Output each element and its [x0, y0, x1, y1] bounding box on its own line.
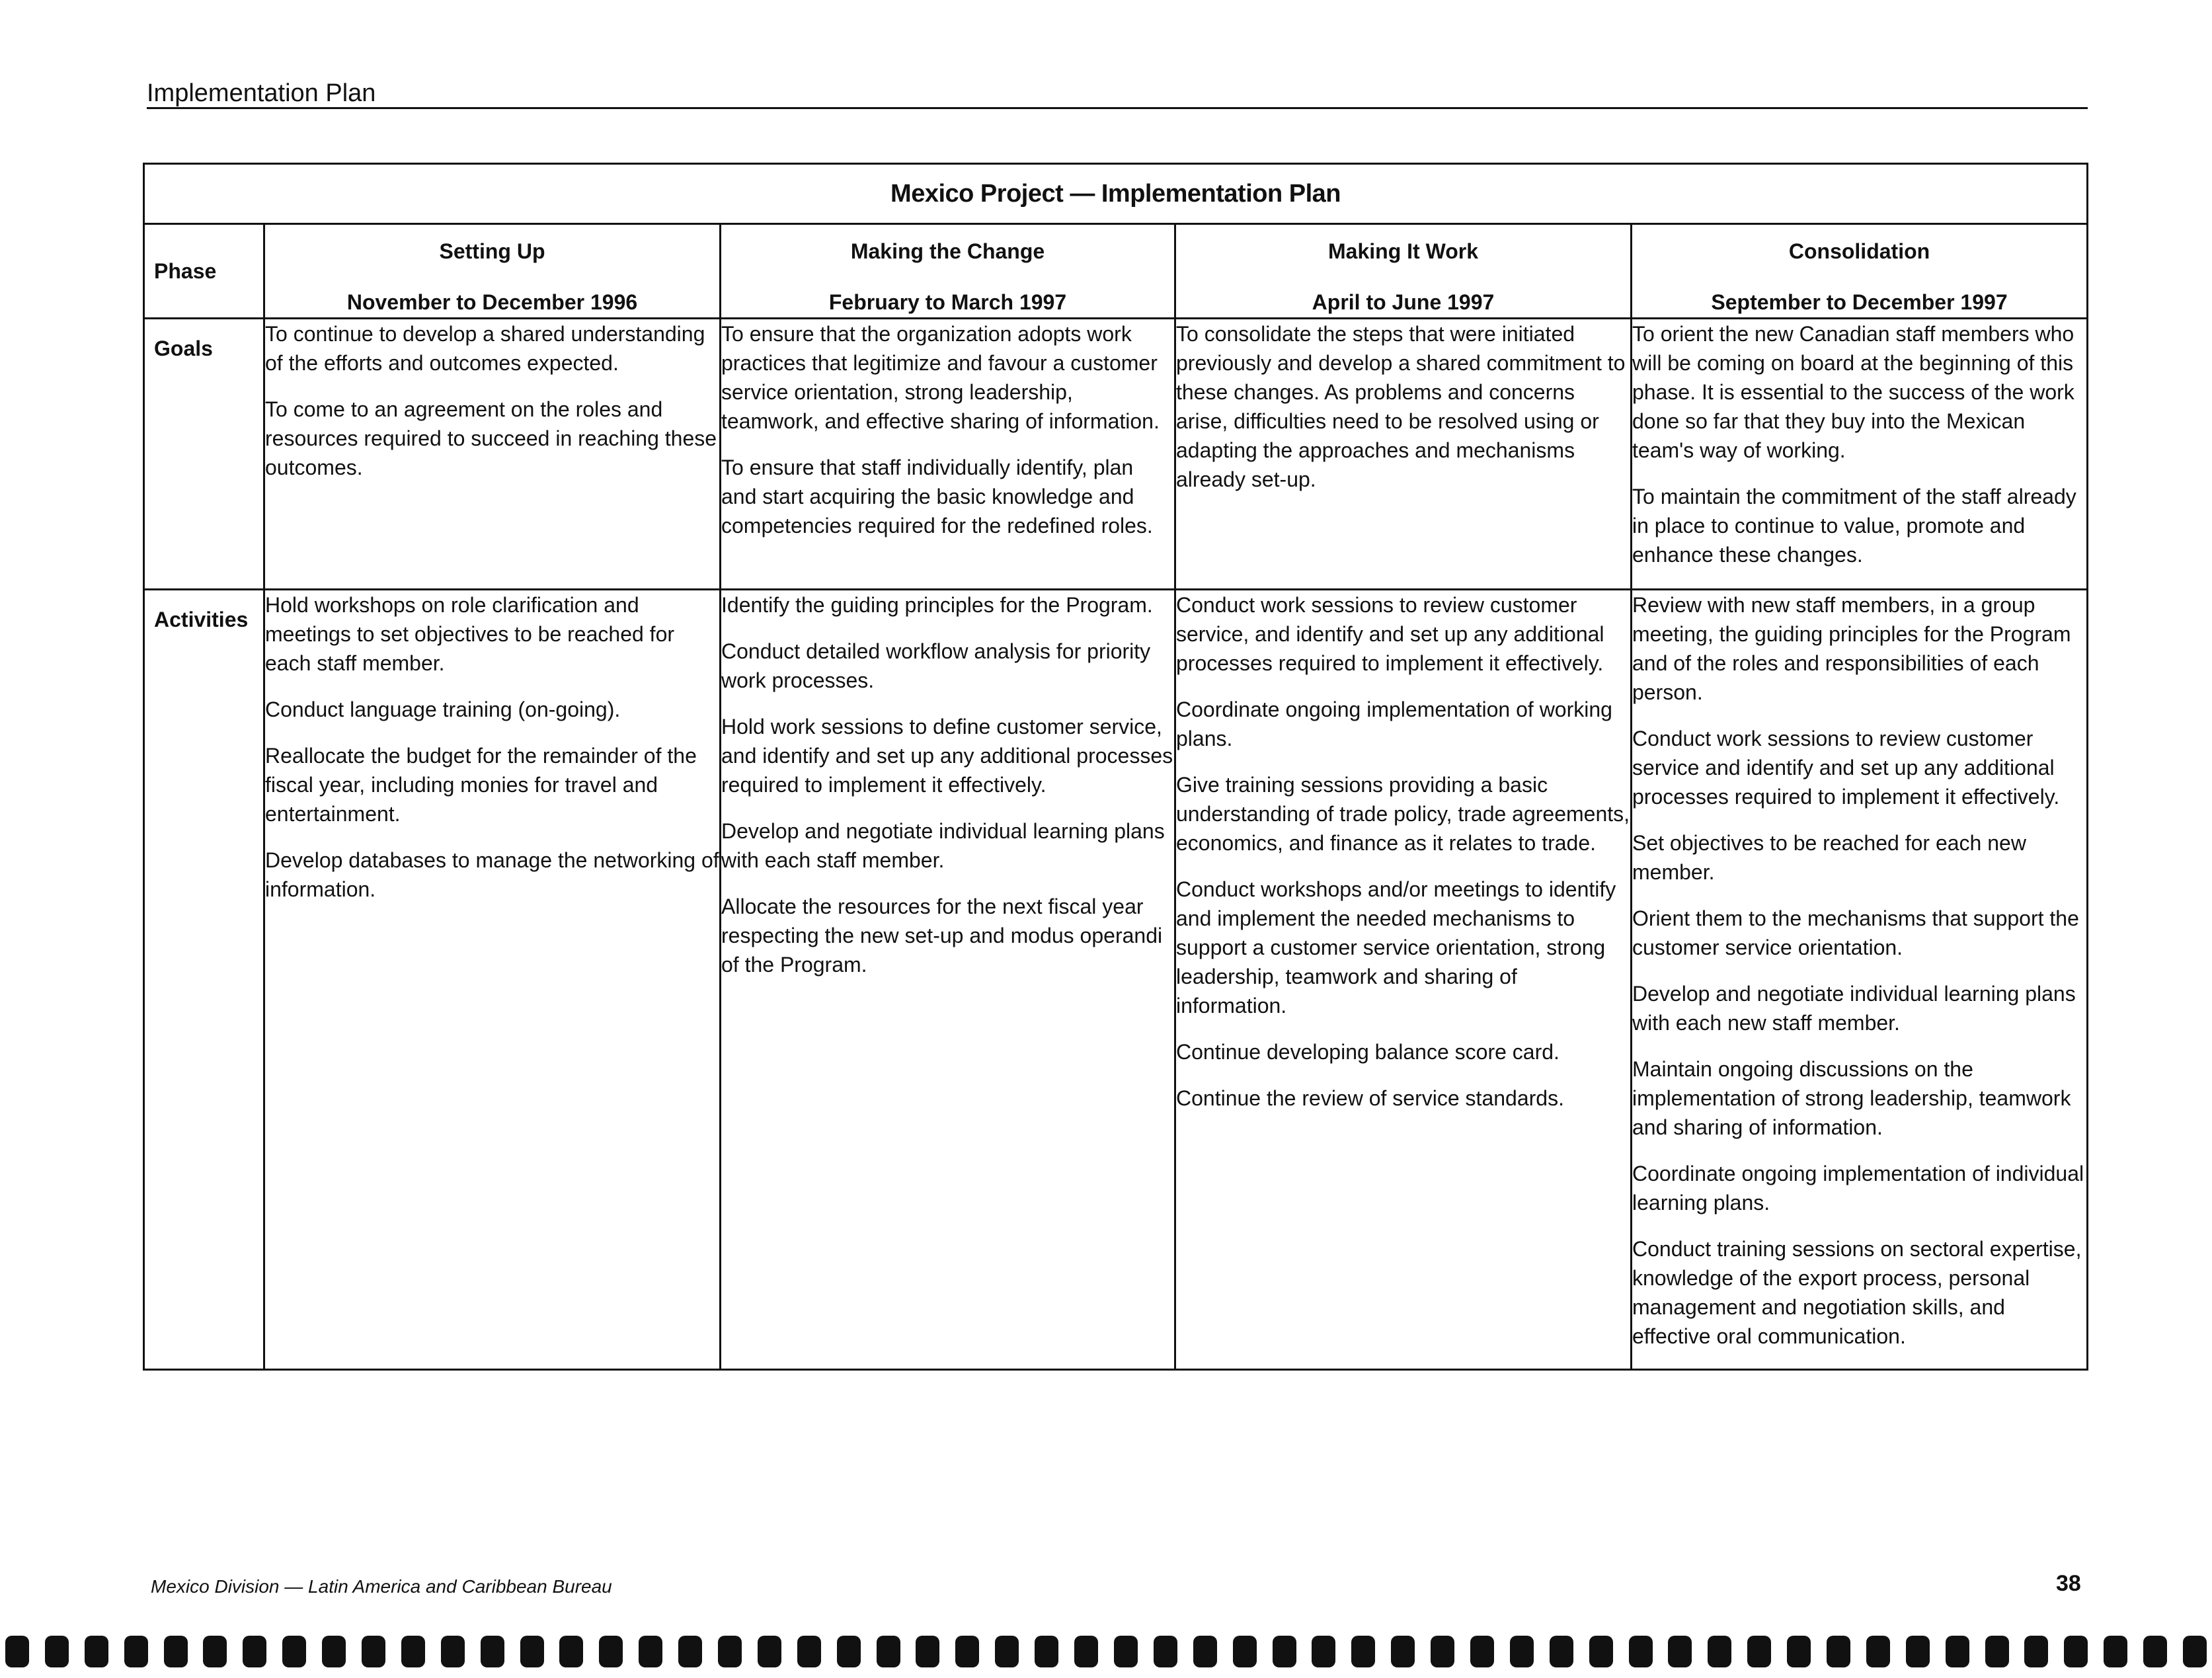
binding-hole: [797, 1636, 821, 1667]
binding-hole: [1787, 1636, 1811, 1667]
binding-hole: [1273, 1636, 1296, 1667]
implementation-plan-table: [143, 163, 2088, 1371]
activities-cell: [264, 590, 721, 1370]
activity-text: Give training sessions providing a basic understanding of trade policy, trade agreements, economics, and finance as it relates to trade.: [1176, 773, 1630, 855]
binding-hole: [481, 1636, 504, 1667]
binding-hole: [2064, 1636, 2088, 1667]
page-header-title: Implementation Plan: [147, 79, 376, 107]
activity-text: Continue developing balance score card.: [1176, 1040, 1560, 1064]
activity-text: Allocate the resources for the next fiscal year respecting the new set-up and modus operandi of the Program.: [721, 895, 1163, 977]
activity-text: Coordinate ongoing implementation of working plans.: [1176, 698, 1612, 750]
activity-text: Orient them to the mechanisms that support the customer service orientation.: [1632, 906, 2079, 959]
activity-text: Hold work sessions to define customer service, and identify and set up any additional processes required to implement it effectively.: [721, 715, 1173, 797]
goal-text: To come to an agreement on the roles and resources required to succeed in reaching these outcomes.: [265, 397, 717, 479]
phase-header: [1175, 224, 1632, 319]
activity-text: Develop and negotiate individual learning plans with each new staff member.: [1632, 982, 2076, 1035]
binding-hole: [1312, 1636, 1335, 1667]
binding-holes: [0, 1636, 2212, 1669]
binding-hole: [520, 1636, 544, 1667]
page-number: 38: [2056, 1571, 2081, 1596]
binding-hole: [45, 1636, 69, 1667]
binding-hole: [1193, 1636, 1217, 1667]
goal-text: To orient the new Canadian staff members who will be coming on board at the beginning of this phase. It is essential to the success of the work done so far that they buy into the Mexican team's way of working.: [1632, 322, 2074, 462]
binding-hole: [441, 1636, 465, 1667]
goals-cell: [264, 319, 721, 590]
binding-hole: [1470, 1636, 1494, 1667]
activity-text: Maintain ongoing discussions on the implementation of strong leadership, teamwork and sharing of information.: [1632, 1057, 2071, 1139]
activities-cell: [1175, 590, 1632, 1370]
binding-hole: [282, 1636, 306, 1667]
phase-name: Making the Change: [850, 239, 1045, 263]
activity-text: Conduct work sessions to review customer service and identify and set up any additional processes required to implement it effectively.: [1632, 727, 2060, 809]
binding-hole: [1074, 1636, 1098, 1667]
header-rule: [147, 107, 2088, 109]
activity-text: Develop and negotiate individual learning plans with each staff member.: [721, 819, 1165, 872]
binding-hole: [916, 1636, 939, 1667]
binding-hole: [1985, 1636, 2009, 1667]
binding-hole: [559, 1636, 583, 1667]
binding-hole: [1510, 1636, 1534, 1667]
binding-hole: [5, 1636, 29, 1667]
phase-name: Making It Work: [1328, 239, 1478, 263]
goal-text: To ensure that the organization adopts work practices that legitimize and favour a customer service orientation, strong leadership, teamwork, and effective sharing of information.: [721, 322, 1160, 433]
activity-text: Conduct language training (on-going).: [265, 698, 621, 721]
row-label-goals: Goals: [144, 319, 264, 590]
binding-hole: [2183, 1636, 2207, 1667]
binding-hole: [718, 1636, 742, 1667]
activity-text: Hold workshops on role clarification and meetings to set objectives to be reached for each staff member.: [265, 593, 675, 675]
activity-text: Continue the review of service standards.: [1176, 1086, 1564, 1110]
binding-hole: [995, 1636, 1019, 1667]
binding-hole: [1668, 1636, 1692, 1667]
goals-cell: [721, 319, 1175, 590]
binding-hole: [758, 1636, 781, 1667]
binding-hole: [164, 1636, 188, 1667]
binding-hole: [1431, 1636, 1454, 1667]
goal-text: To maintain the commitment of the staff already in place to continue to value, promote and enhance these changes.: [1632, 485, 2076, 567]
activity-text: Conduct detailed workflow analysis for priority work processes.: [721, 639, 1151, 692]
phase-dates: November to December 1996: [346, 290, 638, 314]
goal-text: To ensure that staff individually identify, plan and start acquiring the basic knowledge and competencies required for the redefined roles.: [721, 456, 1153, 538]
binding-hole: [1906, 1636, 1930, 1667]
binding-hole: [877, 1636, 900, 1667]
goals-cell: [1632, 319, 2088, 590]
binding-hole: [1946, 1636, 1969, 1667]
row-label-phase: Phase: [144, 224, 264, 319]
phase-dates: April to June 1997: [1312, 290, 1495, 314]
activity-text: Develop databases to manage the networking of information.: [265, 848, 719, 901]
binding-hole: [1747, 1636, 1771, 1667]
goals-cell: [1175, 319, 1632, 590]
binding-hole: [2143, 1636, 2167, 1667]
binding-hole: [1114, 1636, 1138, 1667]
activity-text: Coordinate ongoing implementation of individual learning plans.: [1632, 1162, 2084, 1215]
activity-text: Reallocate the budget for the remainder of the fiscal year, including monies for travel and entertainment.: [265, 744, 697, 826]
binding-hole: [1550, 1636, 1573, 1667]
goal-text: To consolidate the steps that were initiated previously and develop a shared commitment to these changes. As problems and concerns arise, difficulties need to be resolved using or adapting the approaches and mechanisms already set-up.: [1176, 322, 1626, 491]
binding-hole: [1233, 1636, 1257, 1667]
footer-division: Mexico Division — Latin America and Caribbean Bureau: [151, 1576, 612, 1597]
activity-text: Review with new staff members, in a group meeting, the guiding principles for the Program and of the roles and responsibilities of each person.: [1632, 593, 2071, 704]
binding-hole: [1708, 1636, 1731, 1667]
activity-text: Conduct work sessions to review customer service, and identify and set up any additional processes required to implement it effectively.: [1176, 593, 1604, 675]
binding-hole: [1589, 1636, 1613, 1667]
binding-hole: [322, 1636, 346, 1667]
binding-hole: [1035, 1636, 1058, 1667]
binding-hole: [955, 1636, 979, 1667]
binding-hole: [639, 1636, 662, 1667]
phase-dates: September to December 1997: [1711, 290, 2008, 314]
binding-hole: [1629, 1636, 1653, 1667]
goal-text: To continue to develop a shared understanding of the efforts and outcomes expected.: [265, 322, 705, 375]
activity-text: Set objectives to be reached for each new member.: [1632, 831, 2026, 884]
binding-hole: [124, 1636, 148, 1667]
phase-header: [264, 224, 721, 319]
activity-text: Identify the guiding principles for the Program.: [721, 593, 1153, 617]
activities-cell: [1632, 590, 2088, 1370]
phase-header: [1632, 224, 2088, 319]
binding-hole: [85, 1636, 108, 1667]
phase-dates: February to March 1997: [828, 290, 1067, 314]
phase-name: Setting Up: [439, 239, 545, 263]
binding-hole: [362, 1636, 385, 1667]
binding-hole: [2104, 1636, 2127, 1667]
binding-hole: [1351, 1636, 1375, 1667]
phase-header: [721, 224, 1175, 319]
binding-hole: [678, 1636, 702, 1667]
binding-hole: [837, 1636, 861, 1667]
phase-name: Consolidation: [1788, 239, 1930, 263]
table-title: Mexico Project — Implementation Plan: [144, 164, 2088, 224]
binding-hole: [599, 1636, 623, 1667]
binding-hole: [1391, 1636, 1415, 1667]
row-label-activities: Activities: [144, 590, 264, 1370]
binding-hole: [203, 1636, 227, 1667]
activity-text: Conduct training sessions on sectoral expertise, knowledge of the export process, personal management and negotiation skills, and effective oral communication.: [1632, 1237, 2082, 1348]
binding-hole: [243, 1636, 266, 1667]
binding-hole: [401, 1636, 425, 1667]
binding-hole: [2024, 1636, 2048, 1667]
binding-hole: [1866, 1636, 1890, 1667]
activity-text: Conduct workshops and/or meetings to identify and implement the needed mechanisms to support a customer service orientation, strong leadership, teamwork and sharing of information.: [1176, 877, 1616, 1018]
binding-hole: [1827, 1636, 1850, 1667]
binding-hole: [1154, 1636, 1177, 1667]
activities-cell: [721, 590, 1175, 1370]
